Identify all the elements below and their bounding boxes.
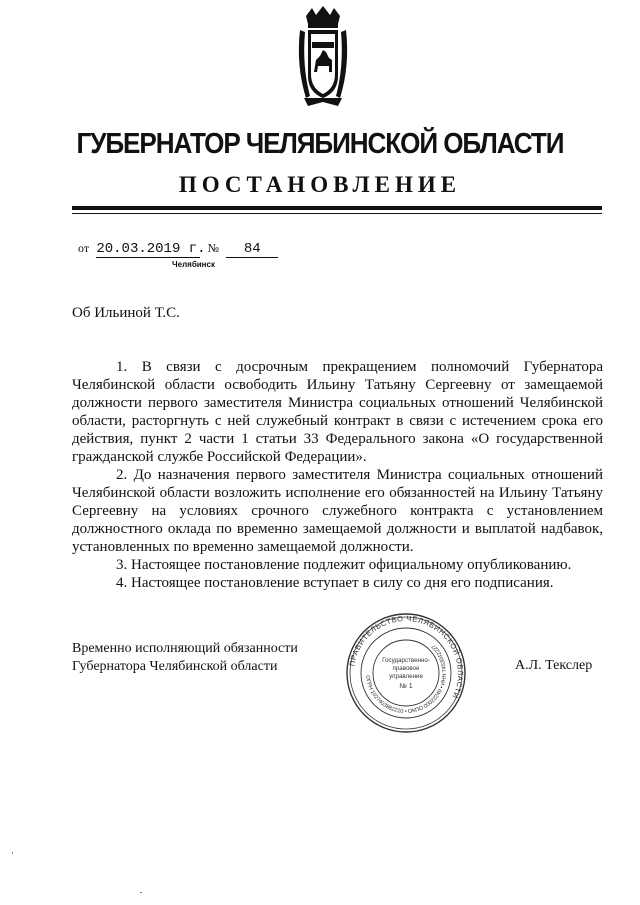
scan-speck [140, 892, 142, 893]
seal-ring-text: ОГРН 1027403882210 • ОКПО 00022249 • ИНН 7453042227 [364, 642, 449, 716]
official-seal [345, 612, 467, 734]
signatory-name: А.Л. Текслер [515, 658, 593, 673]
city-label: Челябинск [172, 260, 215, 269]
seal-inner-line-2: правовое [392, 665, 420, 672]
signatory-position-line-1: Временно исполняющий обязанности [72, 641, 298, 656]
header-rule-thick [72, 206, 602, 210]
document-type-heading: ПОСТАНОВЛЕНИЕ [178, 172, 462, 197]
date-number-line [78, 240, 278, 258]
paragraph-1: 1. В связи с досрочным прекращением полномочий Губернатора Челябинской области освободить Ильину Татьяну Сергеевну от замещаемой должности первого заместителя Министра социальных отношений Челябинской области, расторгнуть с ней служебный контракт в связи с истечением срока его действия, пункт 2 части 1 статьи 33 Федерального закона «О государственной гражданской службе Российской Федерации». [72, 359, 603, 465]
paragraph-3: 3. Настоящее постановление подлежит официальному опубликованию. [116, 557, 572, 573]
paragraph-2: 2. До назначения первого заместителя Министра социальных отношений Челябинской области возложить исполнение его обязанностей на Ильину Татьяну Сергеевну на условиях срочного служебного контракта с установлением должностного оклада по временно замещаемой должности и выплатой надбавок, установленных по временно замещаемой должности. [72, 467, 603, 555]
number-prefix: № [207, 241, 220, 255]
seal-inner-line-1: Государственно- [382, 657, 430, 664]
scan-speck [12, 852, 13, 854]
document-number: 84 [226, 242, 278, 258]
paragraph-4: 4. Настоящее постановление вступает в силу со дня его подписания. [116, 575, 554, 591]
signatory-position-line-2: Губернатора Челябинской области [72, 659, 278, 674]
coat-of-arms-emblem [296, 6, 350, 110]
date-prefix: от [78, 241, 90, 255]
signatory-position [72, 640, 298, 676]
seal-outer-text: ПРАВИТЕЛЬСТВО ЧЕЛЯБИНСКОЙ ОБЛАСТИ [347, 613, 466, 701]
seal-inner-line-3: управление [389, 673, 423, 680]
governor-title: ГУБЕРНАТОР ЧЕЛЯБИНСКОЙ ОБЛАСТИ [76, 128, 564, 160]
document-date: 20.03.2019 г. [96, 241, 206, 257]
seal-inner-line-4: № 1 [399, 683, 413, 690]
document-subject: Об Ильиной Т.С. [72, 305, 180, 321]
header-rule-thin [72, 213, 602, 214]
